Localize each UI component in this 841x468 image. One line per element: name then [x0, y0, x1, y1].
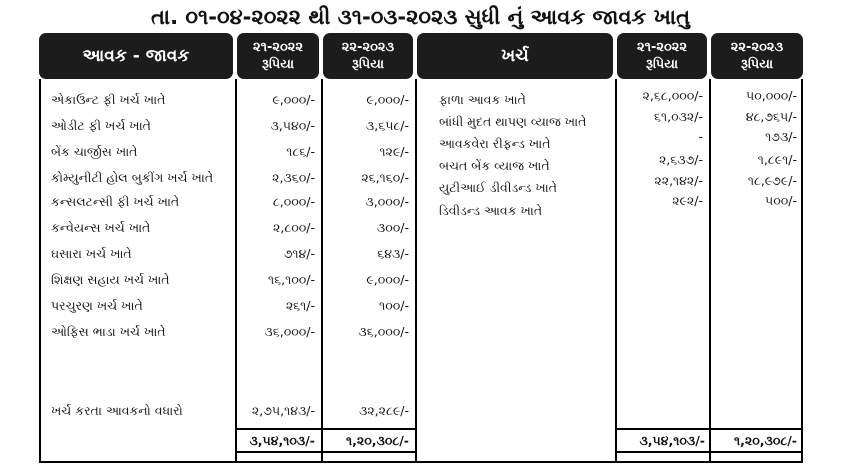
- right-row-label: યુટીઆઈ ડીવીડન્ડ ખાતે: [439, 180, 557, 195]
- right-row-label: બચત બેંક વ્યાજ ખાતે: [439, 158, 550, 173]
- right-year2-header: [711, 33, 803, 79]
- left-row-label: શિક્ષણ સહાય ખર્ચ ખાતે: [51, 272, 170, 287]
- year-label: ૨૨-૨૦૨૩: [730, 40, 784, 55]
- left-row-value-y2: ૧૦૦/-: [379, 298, 409, 313]
- income-expenditure-table: [39, 33, 803, 463]
- right-total-y1: ૩,૫૪,૧૦૩/-: [639, 433, 705, 448]
- expense-heading: ખર્ચ: [501, 46, 529, 66]
- right-row-value-y2: ૧૭૩/-: [765, 129, 797, 144]
- left-border: [39, 79, 41, 463]
- surplus-value-y1: ૨,૭૫,૧૪૩/-: [251, 403, 315, 418]
- left-row-value-y2: ૩,૦૦૦/-: [365, 194, 409, 209]
- left-row-value-y2: ૩,૬૫૮/-: [365, 118, 409, 133]
- left-year2-header: [323, 33, 413, 79]
- surplus-label: ખર્ચ કરતા આવકનો વધારો: [51, 403, 183, 418]
- income-expense-header: [39, 33, 233, 79]
- currency-label: રૂપિયા: [740, 57, 774, 72]
- currency-label: રૂપિયા: [261, 57, 295, 72]
- left-row-label: ઘસારા ખર્ચ ખાતે: [51, 246, 132, 261]
- left-row-value-y2: ૬૪૩/-: [377, 246, 409, 261]
- right-row-label: બાંધી મુદત થાપણ વ્યાજ ખાતે: [439, 114, 587, 129]
- right-row-value-y1: ૨૯૨/-: [672, 193, 703, 208]
- left-row-value-y1: ૩,૫૪૦/-: [270, 118, 315, 133]
- right-row-value-y1: ૨૨,૧૪૨/-: [654, 173, 703, 188]
- right-row-value-y1: ૨,૬૩૭/-: [658, 152, 703, 167]
- right-border: [801, 79, 803, 463]
- right-row-label: આવકવેરા રીફન્ડ ખાતે: [439, 136, 551, 151]
- year-label: ૨૧-૨૦૨૨: [636, 40, 688, 55]
- left-row-label: બેંક ચાર્જીસ ખાતે: [51, 144, 138, 159]
- right-row-value-y1: ૨,૬૮,૦૦૦/-: [642, 88, 703, 103]
- right-row-value-y2: ૧૮,૯૭૯/-: [747, 173, 797, 188]
- left-row-value-y2: ૧૨૯/-: [379, 144, 409, 159]
- left-total-y1: ૩,૫૪,૧૦૩/-: [249, 433, 315, 448]
- left-row-value-y2: ૩૦૦/-: [376, 220, 409, 235]
- currency-label: રૂપિયા: [645, 57, 679, 72]
- currency-label: રૂપિયા: [351, 57, 385, 72]
- income-expense-heading: આવક - જાવક: [82, 46, 190, 66]
- bottom-border: [39, 461, 803, 463]
- left-row-value-y1: ૧૮૬/-: [286, 144, 315, 159]
- left-row-value-y2: ૨૬,૧૬૦/-: [361, 170, 409, 185]
- left-row-value-y1: ૯,૦૦૦/-: [272, 92, 315, 107]
- left-year1-header: [237, 33, 319, 79]
- left-row-label: એકાઉન્ટ ફી ખર્ચ ખાતે: [51, 92, 166, 107]
- left-row-value-y1: ૭૧૪/-: [283, 246, 315, 261]
- left-row-label: પરચુરણ ખર્ચ ખાતે: [51, 298, 143, 313]
- left-row-value-y2: ૯,૦૦૦/-: [366, 272, 409, 287]
- right-row-value-y2: ૫૦૦/-: [765, 193, 797, 208]
- left-row-label: કન્વેયન્સ ખર્ચ ખાતે: [51, 220, 151, 235]
- right-total-y2: ૧,૨૦,૩૦૮/-: [734, 433, 797, 448]
- left-row-value-y2: ૩૬,૦૦૦/-: [358, 324, 409, 339]
- right-row-label: ફાળા આવક ખાતે: [439, 92, 526, 107]
- year-label: ૨૧-૨૦૨૨: [252, 40, 304, 55]
- year-label: ૨૨-૨૦૨૩: [341, 40, 395, 55]
- left-row-value-y1: ૨,૮૦૦/-: [273, 220, 315, 235]
- left-row-value-y2: ૯,૦૦૦/-: [366, 92, 409, 107]
- left-row-value-y1: ૨,૩૬૦/-: [272, 170, 315, 185]
- left-total-y2: ૧,૨૦,૩૦૮/-: [346, 433, 409, 448]
- surplus-value-y2: ૩૨,૨૮૯/-: [359, 403, 409, 418]
- right-row-value-y2: ૫૦,૦૦૦/-: [745, 88, 797, 103]
- right-row-value-y1: -: [698, 129, 703, 144]
- right-row-value-y1: ૬૧,૦૩૨/-: [653, 109, 703, 124]
- center-divider: [415, 79, 417, 463]
- right-row-label: ડિવીડન્ડ આવક ખાતે: [439, 203, 543, 218]
- left-row-label: ઓફિસ ભાડા ખર્ચ ખાતે: [51, 324, 166, 339]
- expense-header: [417, 33, 613, 79]
- left-row-value-y1: ૮,૦૦૦/-: [272, 194, 315, 209]
- left-row-value-y1: ૨૬૧/-: [285, 298, 315, 313]
- left-row-label: ઓડીટ ફી ખર્ચ ખાતે: [51, 118, 151, 133]
- right-year1-header: [617, 33, 707, 79]
- left-row-value-y1: ૩૬,૦૦૦/-: [264, 324, 315, 339]
- right-row-value-y2: ૪૮,૭૬૫/-: [745, 109, 797, 124]
- left-row-value-y1: ૧૬,૧૦૦/-: [268, 272, 315, 287]
- left-row-label: કોમ્યુનીટી હોલ બુકીંગ ખર્ચ ખાતે: [51, 170, 214, 185]
- statement-title: તા. ૦૧-૦૪-૨૦૨૨ થી ૩૧-૦૩-૨૦૨૩ સુધી નું આવક જાવક ખાતુ: [151, 5, 690, 29]
- left-row-label: કન્સલટન્સી ફી ખર્ચ ખાતે: [51, 194, 180, 209]
- right-row-value-y2: ૧,૮૯૧/-: [757, 152, 797, 167]
